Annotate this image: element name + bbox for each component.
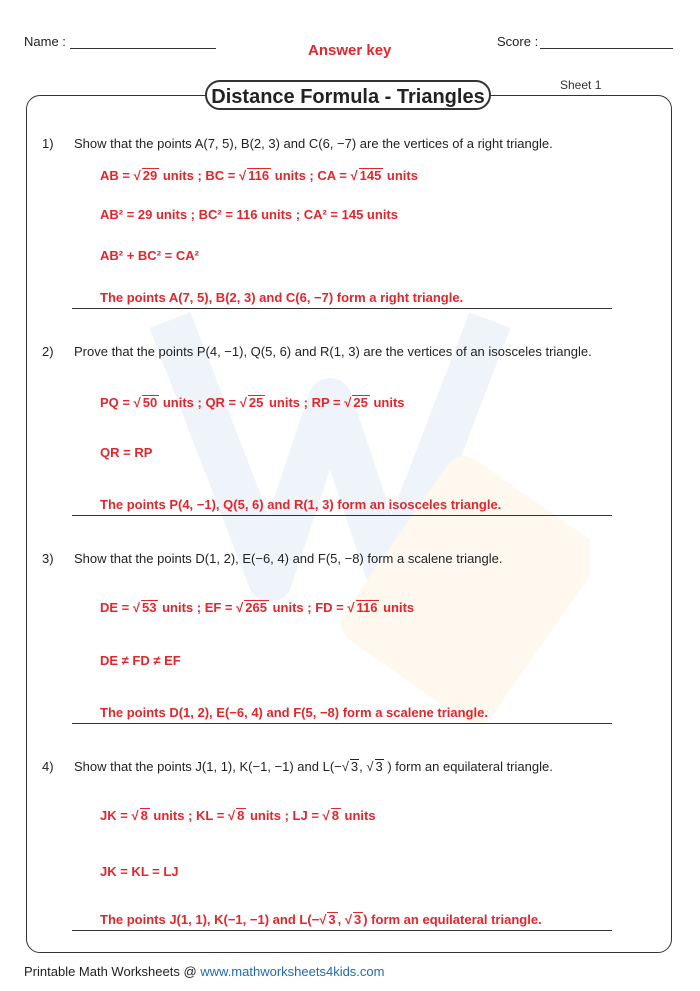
distance-pre: BC = [205, 168, 240, 183]
distance-pre: KL = [196, 808, 228, 823]
sqrt-symbol: √ [341, 759, 349, 774]
sqrt-symbol: √ [236, 600, 244, 615]
distance-pre: FD = [315, 600, 348, 615]
distance-post: units ; [246, 808, 293, 823]
sqrt-symbol: √ [133, 168, 141, 183]
sqrt-symbol: √ [133, 395, 141, 410]
conclusion: The points A(7, 5), B(2, 3) and C(6, −7) form a right triangle. [100, 290, 464, 305]
name-label: Name : [24, 34, 66, 49]
distance-pre: RP = [311, 395, 345, 410]
answer-rule [72, 723, 612, 724]
conclusion [100, 912, 542, 927]
radicand: 116 [356, 600, 378, 615]
distance-post: units ; [159, 395, 206, 410]
conclusion: The points P(4, −1), Q(5, 6) and R(1, 3) form an isosceles triangle. [100, 497, 502, 512]
question-text: Show that the points A(7, 5), B(2, 3) and C(6, −7) are the vertices of a right triangle. [74, 136, 553, 151]
radicand: 29 [142, 168, 158, 183]
distance-post: units [340, 808, 376, 823]
answer-rule [72, 515, 612, 516]
question-text-post: ) form an equilateral triangle. [383, 759, 553, 774]
footer-label: Printable Math Worksheets @ [24, 964, 201, 979]
name-field-line[interactable] [70, 48, 216, 49]
distance-answers [100, 600, 414, 615]
radicand: 8 [140, 808, 148, 823]
conclusion-post: ) form an equilateral triangle. [363, 912, 542, 927]
distance-post: units ; [271, 168, 318, 183]
distance-pre: JK = [100, 808, 132, 823]
question-text-pre: Show that the points J(1, 1), K(−1, −1) and L(− [74, 759, 342, 774]
conclusion: The points D(1, 2), E(−6, 4) and F(5, −8) form a scalene triangle. [100, 705, 488, 720]
sqrt-symbol: √ [239, 168, 247, 183]
sqrt-symbol: √ [347, 600, 355, 615]
distance-post: units [383, 168, 418, 183]
sqrt-symbol: √ [322, 808, 330, 823]
radicand: 8 [331, 808, 339, 823]
answer-rule [72, 930, 612, 931]
question-number: 3) [42, 551, 54, 566]
sqrt-symbol: √ [344, 912, 352, 927]
footer [24, 964, 384, 979]
radicand: 50 [142, 395, 158, 410]
distance-pre: DE = [100, 600, 133, 615]
radicand: 3 [350, 759, 359, 774]
distance-pre: CA = [317, 168, 351, 183]
squared-answers: AB² = 29 units ; BC² = 116 units ; CA² = 145 units [100, 207, 398, 222]
question-number: 4) [42, 759, 54, 774]
sqrt-symbol: √ [131, 808, 139, 823]
distance-pre: LJ = [292, 808, 323, 823]
sqrt-symbol: √ [344, 395, 352, 410]
question-number: 2) [42, 344, 54, 359]
equality-check: JK = KL = LJ [100, 864, 179, 879]
radicand: 25 [248, 395, 264, 410]
sqrt-symbol: √ [227, 808, 236, 823]
equality-check: QR = RP [100, 445, 153, 460]
distance-post: units ; [149, 808, 197, 823]
radicand: 3 [375, 759, 383, 774]
answer-rule [72, 308, 612, 309]
question-text [74, 759, 553, 774]
radicand: 25 [353, 395, 368, 410]
question-text: Prove that the points P(4, −1), Q(5, 6) and R(1, 3) are the vertices of an isosceles triangle. [74, 344, 592, 359]
radicand: 53 [142, 600, 157, 615]
worksheet-title: Distance Formula - Triangles [205, 80, 491, 110]
distance-post: units [369, 395, 405, 410]
radicand: 265 [245, 600, 267, 615]
question-text: Show that the points D(1, 2), E(−6, 4) and F(5, −8) form a scalene triangle. [74, 551, 503, 566]
distance-answers [100, 808, 376, 823]
sheet-label: Sheet 1 [560, 78, 602, 92]
distance-post: units [379, 600, 415, 615]
pythagoras-check: AB² + BC² = CA² [100, 248, 199, 263]
distance-post: units ; [159, 168, 206, 183]
distance-pre: AB = [100, 168, 134, 183]
radicand: 3 [354, 912, 362, 927]
score-field-line[interactable] [540, 48, 673, 49]
distance-pre: QR = [205, 395, 240, 410]
distance-answers [100, 395, 405, 410]
distance-answers [100, 168, 418, 183]
footer-link[interactable]: www.mathworksheets4kids.com [200, 964, 385, 979]
distance-pre: PQ = [100, 395, 134, 410]
sqrt-symbol: √ [366, 759, 374, 774]
sqrt-symbol: √ [350, 168, 358, 183]
radicand: 3 [328, 912, 336, 927]
distance-post: units ; [265, 395, 312, 410]
radicand: 145 [359, 168, 382, 183]
radicand: 8 [237, 808, 245, 823]
inequality-check: DE ≠ FD ≠ EF [100, 653, 181, 668]
sqrt-symbol: √ [132, 600, 141, 615]
question-number: 1) [42, 136, 54, 151]
distance-pre: EF = [204, 600, 237, 615]
score-label: Score : [497, 34, 539, 49]
distance-post: units ; [268, 600, 316, 615]
sqrt-symbol: √ [319, 912, 327, 927]
answer-key-label: Answer key [308, 42, 392, 59]
question-text-mid: , [359, 759, 367, 774]
conclusion-pre: The points J(1, 1), K(−1, −1) and L(− [100, 912, 320, 927]
conclusion-mid: , [337, 912, 345, 927]
radicand: 116 [248, 168, 270, 183]
sqrt-symbol: √ [239, 395, 247, 410]
distance-post: units ; [158, 600, 205, 615]
